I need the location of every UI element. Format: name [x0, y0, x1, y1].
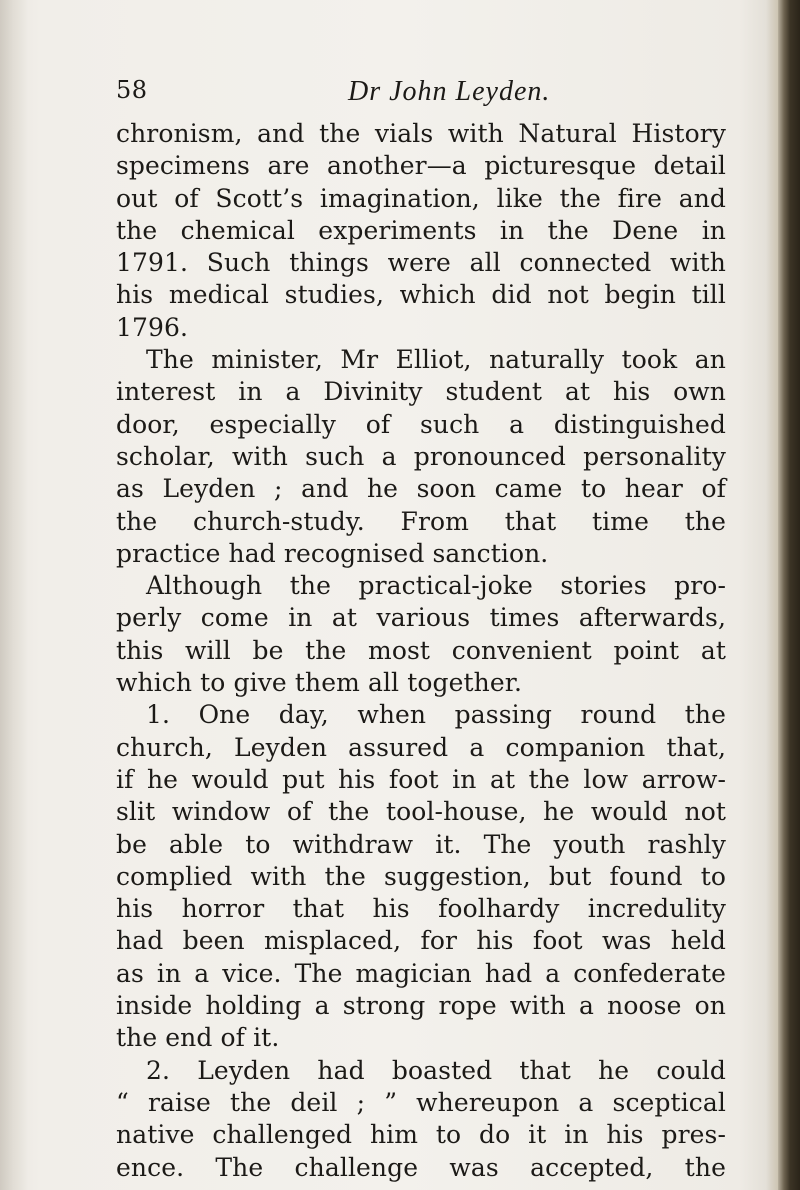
text-line: the church-study. From that time the — [116, 506, 726, 536]
text-line: had been misplaced, for his foot was held — [116, 926, 726, 956]
page-header — [116, 76, 716, 110]
text-line: 1791. Such things were all connected with — [116, 248, 726, 278]
text-line: chronism, and the vials with Natural History — [116, 119, 726, 148]
text-line: 2. Leyden had boasted that he could — [146, 1055, 726, 1085]
running-title: Dr John Leyden. — [348, 76, 551, 107]
text-line: church, Leyden assured a companion that, — [116, 732, 726, 762]
text-line: The minister, Mr Elliot, naturally took an — [146, 345, 726, 375]
text-line: Although the practical-joke stories pro- — [146, 571, 726, 601]
text-line: as Leyden ; and he soon came to hear of — [116, 474, 726, 504]
text-line: native challenged him to do it in his pres- — [116, 1120, 726, 1150]
text-line: specimens are another—a picturesque detail — [116, 151, 726, 181]
text-line: scholar, with such a pronounced personality — [116, 441, 726, 471]
text-line: as in a vice. The magician had a confederate — [116, 958, 726, 988]
text-line: his medical studies, which did not begin till — [116, 280, 726, 310]
text-line: be able to withdraw it. The youth rashly — [116, 829, 726, 859]
text-line: out of Scott’s imagination, like the fire and — [116, 183, 726, 213]
text-line: practice had recognised sanction. — [116, 538, 549, 568]
text-line: if he would put his foot in at the low arrow- — [116, 764, 726, 794]
body-text — [116, 118, 726, 1184]
text-line: his horror that his foolhardy incredulity — [116, 894, 726, 924]
page-edge-shade — [766, 0, 778, 1190]
text-line: the end of it. — [116, 1023, 280, 1053]
text-line: perly come in at various times afterwards, — [116, 603, 726, 633]
text-line: 1796. — [116, 312, 189, 342]
text-line: complied with the suggestion, but found to — [116, 861, 726, 891]
binding-gutter-shadow — [0, 0, 28, 1190]
text-line: slit window of the tool-house, he would not — [116, 797, 726, 827]
text-line: the chemical experiments in the Dene in — [116, 215, 726, 245]
text-line: door, especially of such a distinguished — [116, 409, 726, 439]
page-number: 58 — [116, 76, 148, 104]
text-line: inside holding a strong rope with a noose on — [116, 991, 726, 1021]
book-edge — [778, 0, 800, 1190]
text-line: interest in a Divinity student at his own — [116, 377, 726, 407]
text-line: “ raise the deil ; ” whereupon a sceptical — [116, 1087, 726, 1117]
text-line: 1. One day, when passing round the — [146, 700, 726, 730]
text-line: ence. The challenge was accepted, the — [116, 1152, 726, 1182]
text-line: this will be the most convenient point at — [116, 635, 726, 665]
text-line: which to give them all together. — [116, 668, 523, 698]
